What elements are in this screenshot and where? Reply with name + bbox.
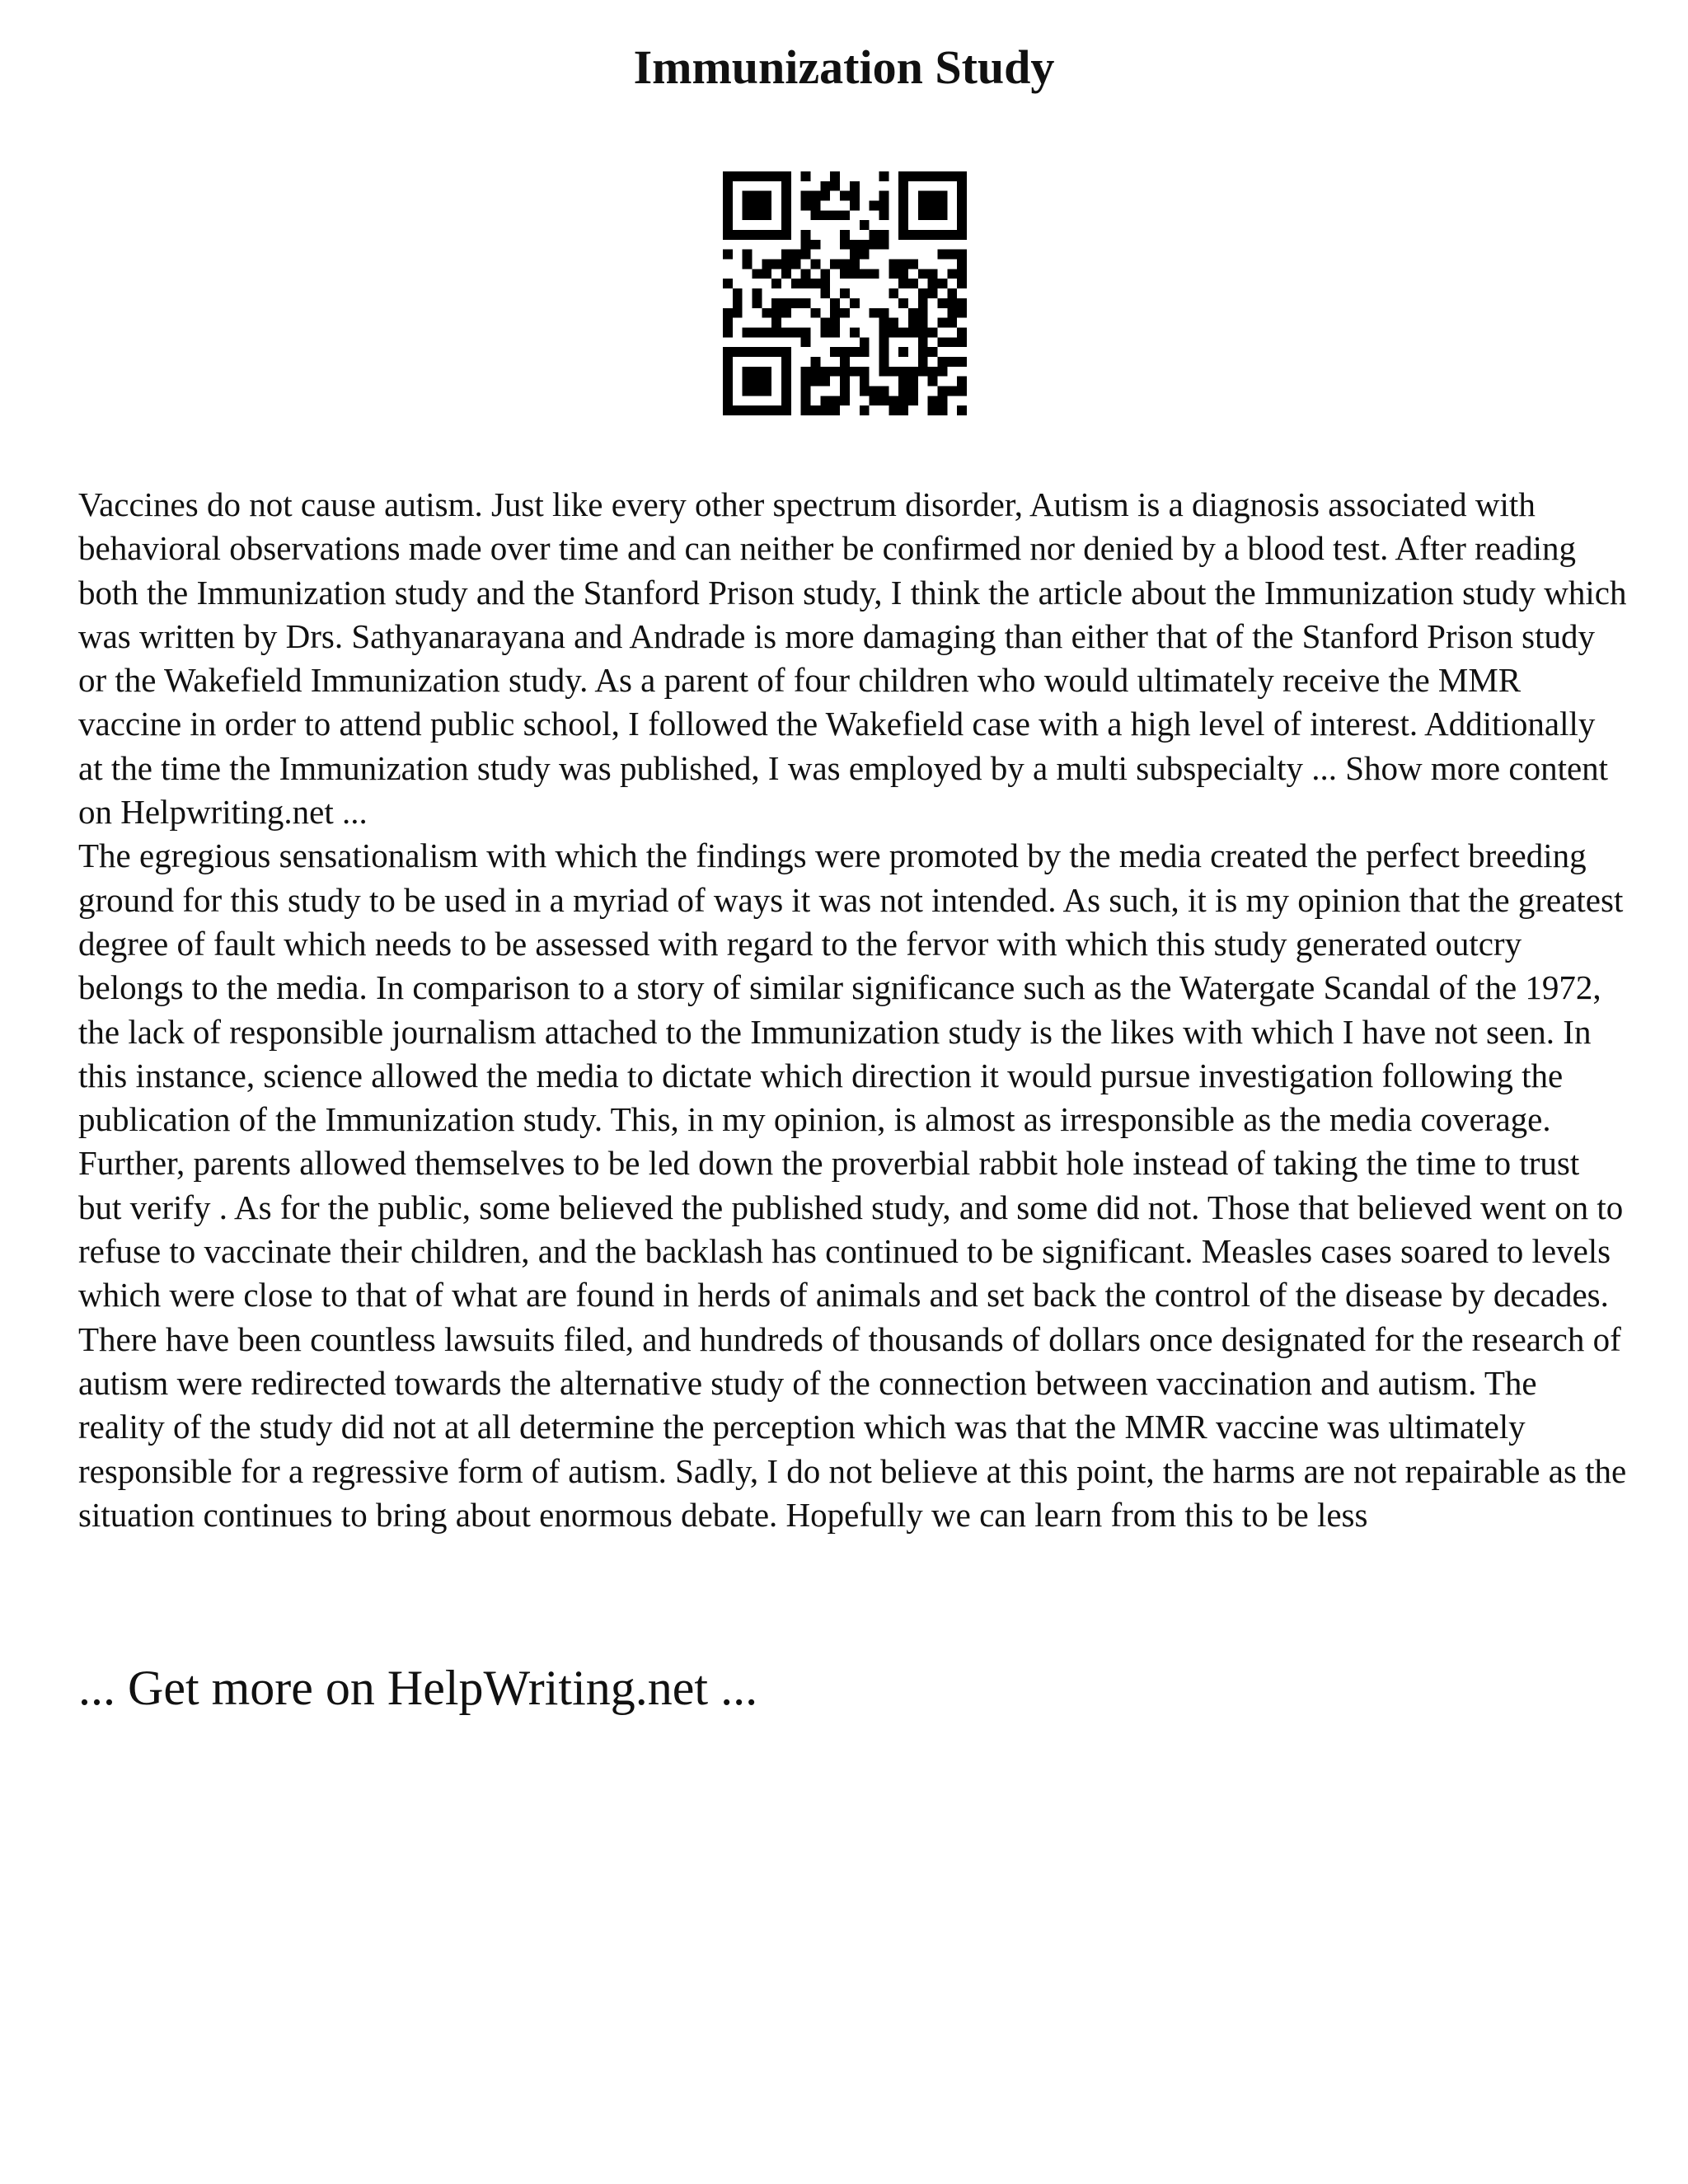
page-title: Immunization Study — [633, 40, 1055, 94]
article-paragraph: Vaccines do not cause autism. Just like every other spectrum disorder, Autism is a diagnosis associated with behavioral observations made over time and can neither be confirmed nor denied by a blood test. After reading both the Immunization study and the Stanford Prison study, I think the article about the Immunization study which was written by Drs. Sathyanarayana and Andrade is more damaging than either that of the Stanford Prison study or the Wakefield Immunization study. As a parent of four children who would ultimately receive the MMR vaccine in order to attend public school, I followed the Wakefield case with a high level of interest. Additionally at the time the Immunization study was published, I was employed by a multi subspecialty ... Show more content on Helpwriting.net ... — [78, 485, 1627, 832]
article-paragraph: The egregious sensationalism with which the findings were promoted by the media created the perfect breeding ground for this study to be used in a myriad of ways it was not intended. As such, it is my opinion that the greatest degree of fault which needs to be assessed with regard to the fervor with which this study generated outcry belongs to the media. In comparison to a story of similar significance such as the Watergate Scandal of the 1972, the lack of responsible journalism attached to the Immunization study is the likes with which I have not seen. In this instance, science allowed the media to dictate which direction it would pursue investigation following the publication of the Immunization study. This, in my opinion, is almost as irresponsible as the media coverage. Further, parents allowed themselves to be led down the proverbial rabbit hole instead of taking the time to trust but verify . As for the public, some believed the published study, and some did not. Those that believed went on to refuse to vaccinate their children, and the backlash has continued to be significant. Measles cases soared to levels which were close to that of what are found in herds of animals and set back the control of the disease by decades. There have been countless lawsuits filed, and hundreds of thousands of dollars once designated for the research of autism were redirected towards the alternative study of the connection between vaccination and autism. The reality of the study did not at all determine the perception which was that the MMR vaccine was ultimately responsible for a regressive form of autism. Sadly, I do not believe at this point, the harms are not repairable as the situation continues to bring about enormous debate. Hopefully we can learn from this to be less — [78, 837, 1627, 1534]
article-body — [78, 483, 1628, 1537]
qr-code-icon — [723, 171, 967, 415]
get-more-link[interactable]: ... Get more on HelpWriting.net ... — [78, 1661, 758, 1715]
